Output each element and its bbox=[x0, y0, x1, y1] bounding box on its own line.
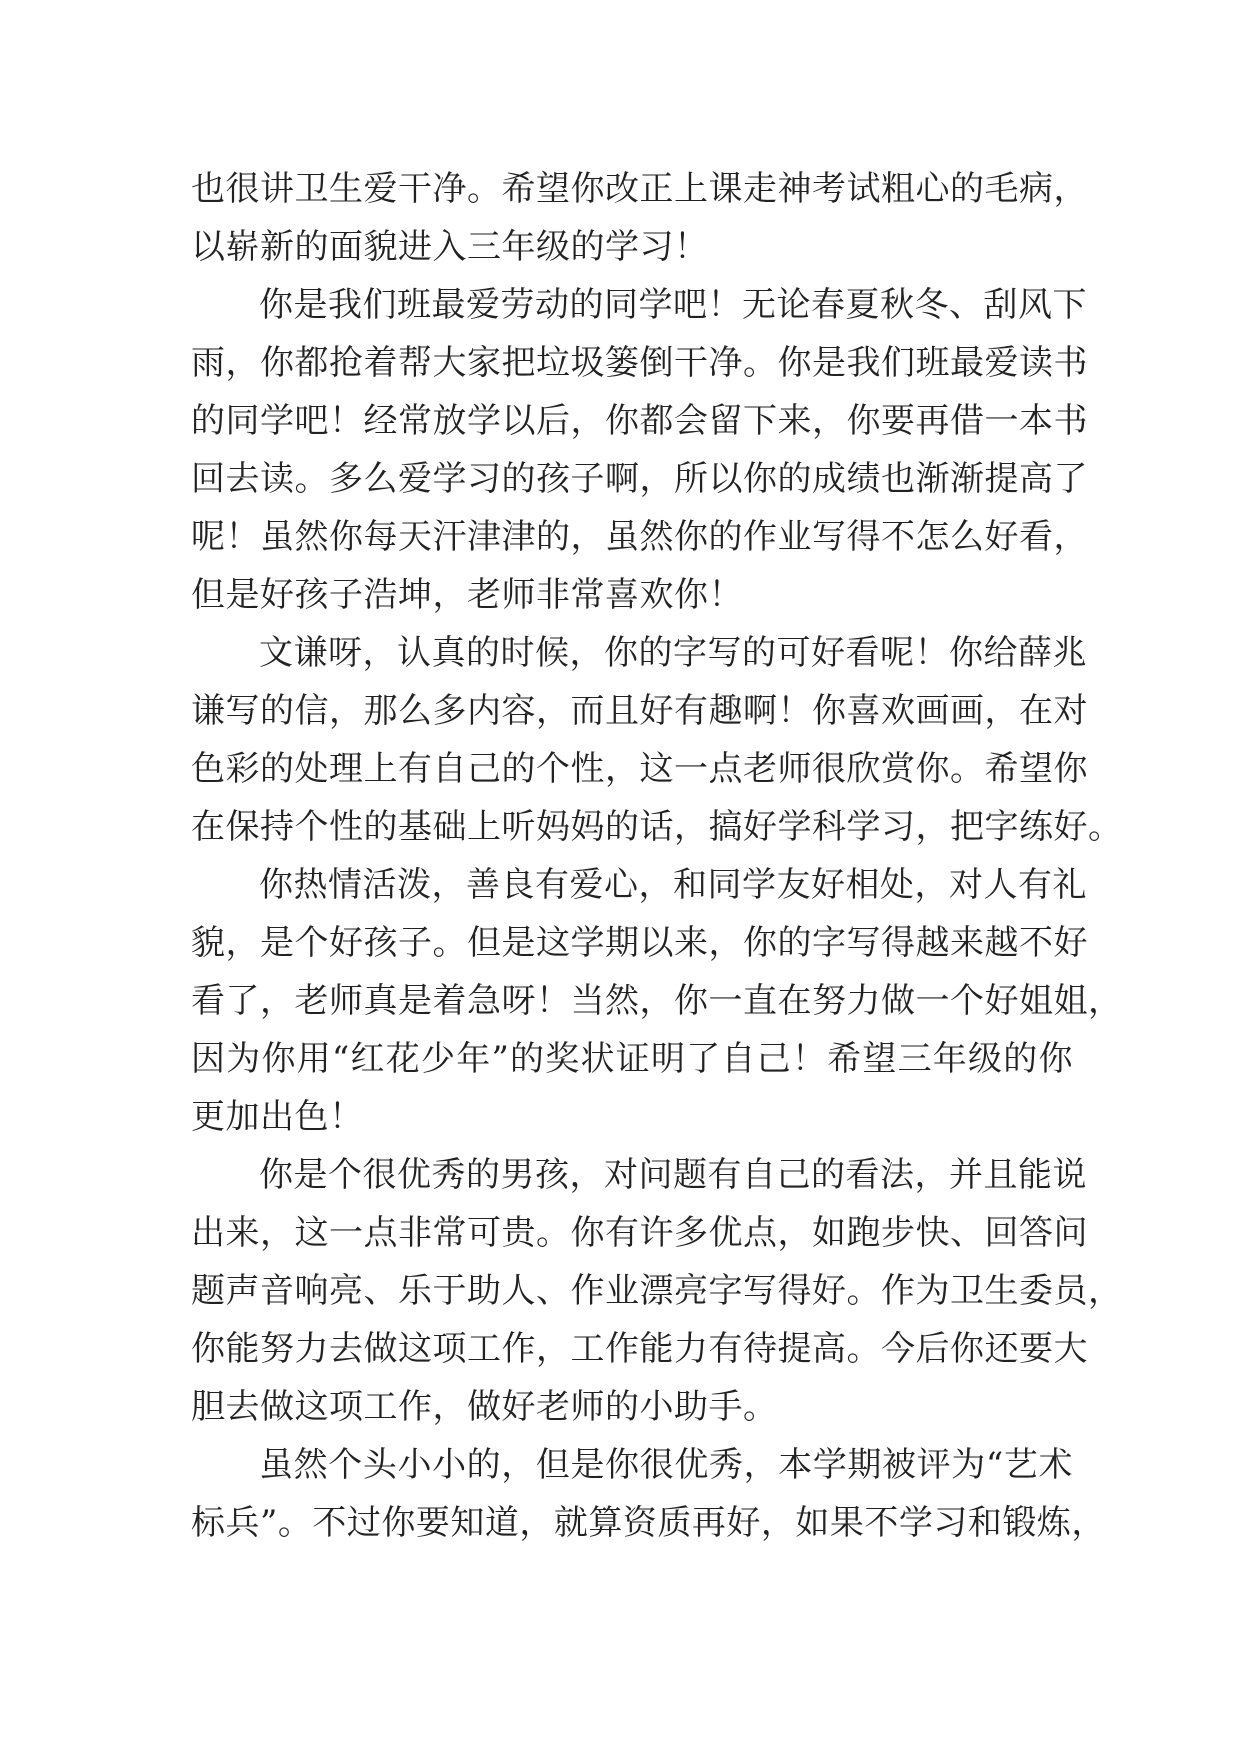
paragraph bbox=[191, 624, 1123, 856]
paragraph bbox=[191, 856, 1123, 1146]
paragraph bbox=[191, 160, 1088, 276]
text-line: 更加出色！ bbox=[191, 1097, 364, 1137]
text-line: 在保持个性的基础上听妈妈的话，搞好学科学习，把字练好。 bbox=[191, 807, 1123, 847]
text-line: 文谦呀，认真的时候，你的字写的可好看呢！你给薛兆 bbox=[259, 633, 1087, 673]
text-line: 出来，这一点非常可贵。你有许多优点，如跑步快、回答问 bbox=[191, 1213, 1088, 1253]
text-line: 胆去做这项工作，做好老师的小助手。 bbox=[191, 1387, 778, 1427]
text-line: 虽然个头小小的，但是你很优秀，本学期被评为“艺术 bbox=[259, 1445, 1073, 1485]
text-line: 的同学吧！经常放学以后，你都会留下来，你要再借一本书 bbox=[191, 401, 1088, 441]
text-line: 呢！虽然你每天汗津津的，虽然你的作业写得不怎么好看， bbox=[191, 517, 1088, 557]
text-line: 雨，你都抢着帮大家把垃圾篓倒干净。你是我们班最爱读书 bbox=[191, 343, 1088, 383]
text-line: 你是个很优秀的男孩，对问题有自己的看法，并且能说 bbox=[259, 1155, 1087, 1195]
text-line: 你是我们班最爱劳动的同学吧！无论春夏秋冬、刮风下 bbox=[259, 285, 1087, 325]
paragraph bbox=[191, 1146, 1123, 1436]
text-line: 看了，老师真是着急呀！当然，你一直在努力做一个好姐姐， bbox=[191, 981, 1123, 1021]
text-line: 但是好孩子浩坤，老师非常喜欢你！ bbox=[191, 575, 743, 615]
text-line: 题声音响亮、乐于助人、作业漂亮字写得好。作为卫生委员， bbox=[191, 1271, 1123, 1311]
text-line: 因为你用“红花少年”的奖状证明了自己！希望三年级的你 bbox=[191, 1039, 1073, 1079]
text-line: 标兵”。不过你要知道，就算资质再好，如果不学习和锻炼， bbox=[191, 1503, 1106, 1543]
text-line: 色彩的处理上有自己的个性，这一点老师很欣赏你。希望你 bbox=[191, 749, 1088, 789]
text-line: 你能努力去做这项工作，工作能力有待提高。今后你还要大 bbox=[191, 1329, 1088, 1369]
text-line: 谦写的信，那么多内容，而且好有趣啊！你喜欢画画，在对 bbox=[191, 691, 1088, 731]
text-line: 回去读。多么爱学习的孩子啊，所以你的成绩也渐渐提高了 bbox=[191, 459, 1088, 499]
text-line: 以崭新的面貌进入三年级的学习！ bbox=[191, 227, 709, 267]
paragraph bbox=[191, 1436, 1106, 1552]
text-line: 你热情活泼，善良有爱心，和同学友好相处，对人有礼 bbox=[259, 865, 1087, 905]
document-body bbox=[191, 160, 1123, 1552]
text-line: 貌，是个好孩子。但是这学期以来，你的字写得越来越不好 bbox=[191, 923, 1088, 963]
text-line: 也很讲卫生爱干净。希望你改正上课走神考试粗心的毛病， bbox=[191, 169, 1088, 209]
paragraph bbox=[191, 276, 1088, 624]
